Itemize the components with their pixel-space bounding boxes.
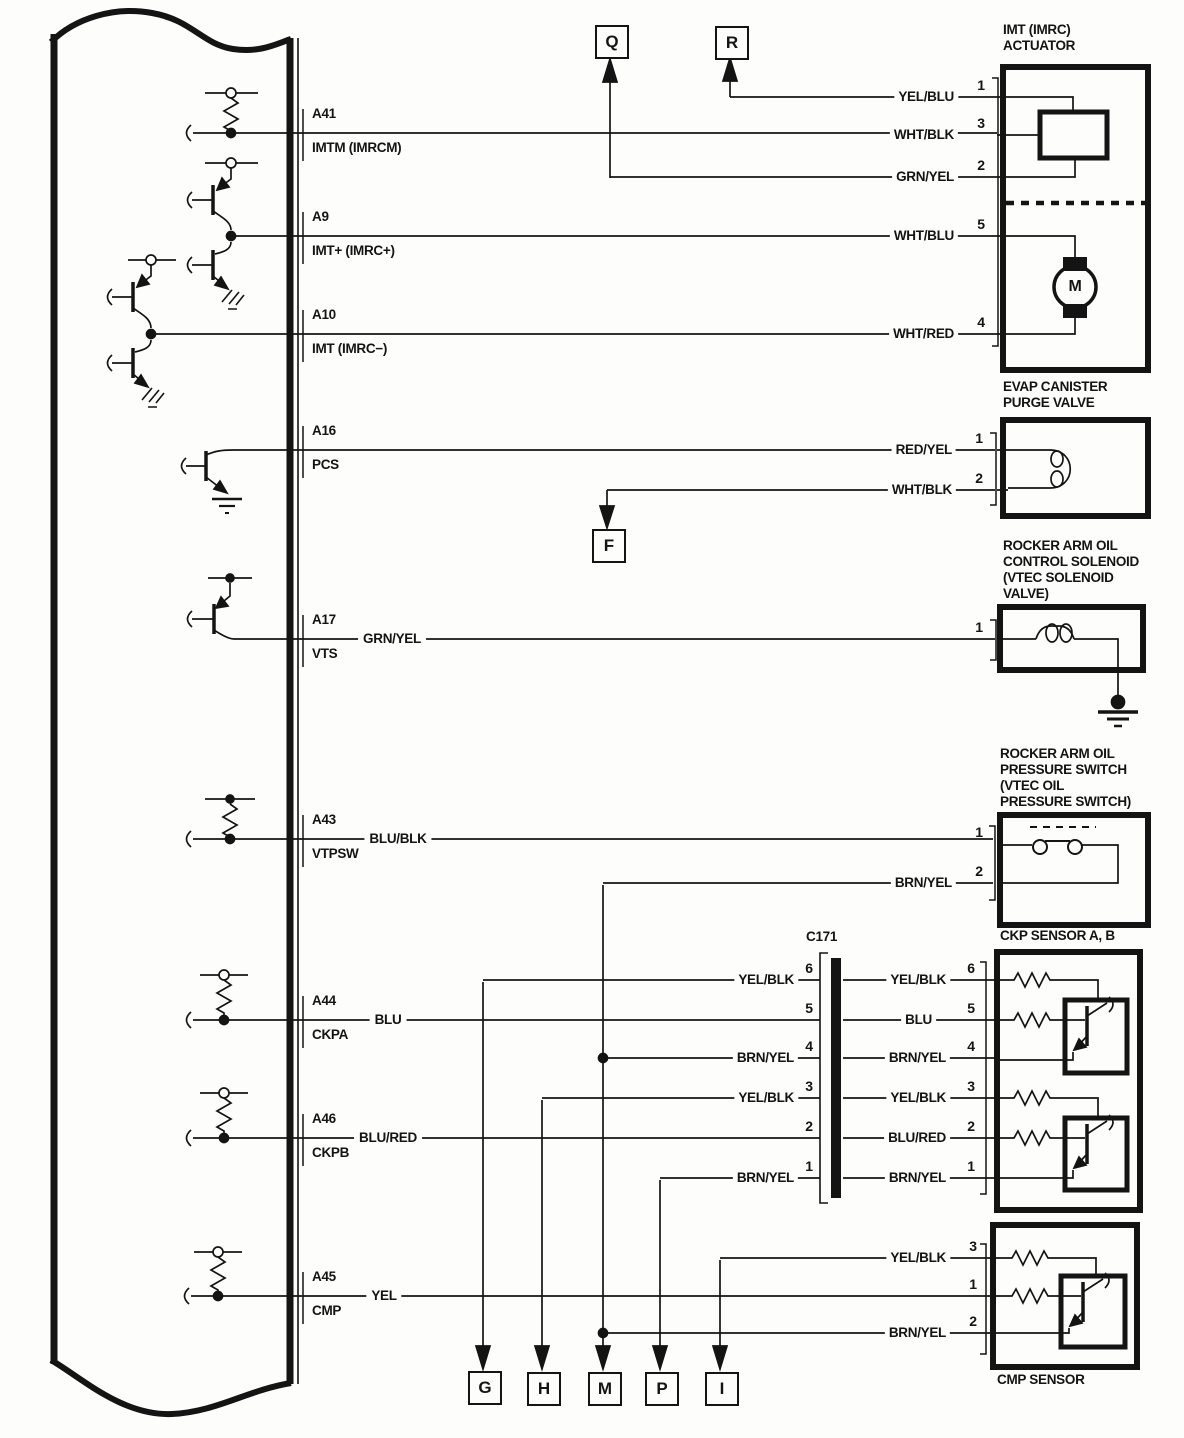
- label-ecm-pins-0-signal: IMTM (IMRCM): [312, 140, 402, 155]
- label-components-c171-pins-0: 6: [805, 960, 813, 976]
- label-components-cmp_sensor-title: CMP SENSOR: [997, 1372, 1085, 1387]
- label-components-vtec_solenoid-title-3: VALVE): [1003, 586, 1049, 601]
- label-components-c171-pins-1: 5: [805, 1000, 813, 1016]
- flow-ref-box-2: F: [592, 529, 626, 563]
- label-ecm-pins-6-pin: A44: [312, 993, 336, 1008]
- label-ecm-pins-8-signal: CMP: [312, 1303, 342, 1318]
- ckp-sensor-box: [997, 952, 1140, 1210]
- label-ecm-pins-5-pin: A43: [312, 812, 336, 827]
- label-wires-wht_blu: WHT/BLU: [890, 228, 958, 244]
- label-ecm-pins-3-signal: PCS: [312, 457, 339, 472]
- label-components-ckp_sensor-pins-2: 4: [967, 1038, 975, 1054]
- label-wires-blu: BLU: [370, 1012, 407, 1028]
- label-wires-blu: BLU: [901, 1012, 936, 1028]
- label-components-imt_actuator-title-1: ACTUATOR: [1003, 38, 1076, 53]
- label-components-vtec_pressure_switch-pins-0: 1: [975, 824, 983, 840]
- label-wires-yel_blk: YEL/BLK: [886, 972, 950, 988]
- label-wires-yel_blu: YEL/BLU: [894, 89, 958, 105]
- label-components-imt_actuator-pins-3: 5: [977, 216, 985, 232]
- label-wires-brn_yel: BRN/YEL: [885, 1325, 950, 1341]
- flow-ref-box-4: H: [527, 1372, 561, 1406]
- label-components-vtec_pressure_switch-pins-1: 2: [975, 863, 983, 879]
- label-components-vtec_solenoid-title-2: (VTEC SOLENOID: [1003, 570, 1114, 585]
- ecm-body: [51, 11, 298, 1414]
- flow-ref-box-6: P: [645, 1372, 679, 1406]
- flow-ref-box-0: Q: [595, 25, 629, 59]
- label-components-cmp_sensor-pins-1: 1: [969, 1276, 977, 1292]
- label-components-ckp_sensor-pins-5: 1: [967, 1158, 975, 1174]
- label-wires-wht_red: WHT/RED: [889, 326, 958, 342]
- label-ecm-pins-2-pin: A10: [312, 307, 336, 322]
- label-ecm-pins-2-signal: IMT (IMRC−): [312, 341, 388, 356]
- label-wires-yel: YEL: [366, 1288, 401, 1304]
- label-components-cmp_sensor-pins-2: 2: [969, 1313, 977, 1329]
- label-components-vtec_pressure_switch-title-1: PRESSURE SWITCH: [1000, 762, 1127, 777]
- label-components-cmp_sensor-pins-0: 3: [969, 1238, 977, 1254]
- label-components-ckp_sensor-pins-4: 2: [967, 1118, 975, 1134]
- label-wires-brn_yel: BRN/YEL: [733, 1170, 798, 1186]
- label-components-imt_actuator-pins-4: 4: [977, 314, 985, 330]
- label-ecm-pins-3-pin: A16: [312, 423, 336, 438]
- label-wires-yel_blk: YEL/BLK: [886, 1090, 950, 1106]
- imt-actuator-box: [997, 67, 1148, 370]
- label-ecm-pins-4-pin: A17: [312, 612, 336, 627]
- label-components-ckp_sensor-pins-0: 6: [967, 960, 975, 976]
- label-components-imt_actuator-motor: M: [1068, 278, 1082, 295]
- label-components-c171-pins-5: 1: [805, 1158, 813, 1174]
- label-wires-blu_blk: BLU/BLK: [364, 831, 431, 847]
- label-wires-blu_red: BLU/RED: [884, 1130, 950, 1146]
- label-components-ckp_sensor-title: CKP SENSOR A, B: [1000, 928, 1115, 943]
- flow-ref-stems: [476, 58, 737, 1369]
- label-ecm-pins-8-pin: A45: [312, 1269, 336, 1284]
- label-ecm-pins-7-pin: A46: [312, 1111, 336, 1126]
- label-ecm-pins-0-pin: A41: [312, 106, 336, 121]
- label-ecm-pins-1-signal: IMT+ (IMRC+): [312, 243, 395, 258]
- label-wires-red_yel: RED/YEL: [892, 442, 956, 458]
- label-wires-brn_yel: BRN/YEL: [733, 1050, 798, 1066]
- label-wires-wht_blk: WHT/BLK: [888, 482, 956, 498]
- label-components-evap_valve-title-1: PURGE VALVE: [1003, 395, 1095, 410]
- label-ecm-pins-5-signal: VTPSW: [312, 846, 359, 861]
- ecm-internal-a17-driver: [188, 574, 253, 639]
- label-wires-yel_blk: YEL/BLK: [734, 972, 798, 988]
- flow-ref-box-3: G: [468, 1371, 502, 1405]
- label-wires-wht_blk: WHT/BLK: [890, 127, 958, 143]
- label-wires-brn_yel: BRN/YEL: [891, 875, 956, 891]
- label-wires-grn_yel: GRN/YEL: [358, 631, 426, 647]
- label-components-imt_actuator-pins-2: 2: [977, 157, 985, 173]
- harness-wires: [151, 97, 997, 1333]
- label-components-imt_actuator-title-0: IMT (IMRC): [1003, 22, 1071, 37]
- label-components-evap_valve-pins-0: 1: [975, 430, 983, 446]
- label-wires-blu_red: BLU/RED: [354, 1130, 422, 1146]
- label-components-vtec_solenoid-title-1: CONTROL SOLENOID: [1003, 554, 1139, 569]
- label-components-ckp_sensor-pins-3: 3: [967, 1078, 975, 1094]
- vtec-solenoid-box: [997, 607, 1143, 726]
- label-wires-brn_yel: BRN/YEL: [885, 1050, 950, 1066]
- label-components-vtec_solenoid-pins-0: 1: [975, 619, 983, 635]
- label-components-c171-label: C171: [806, 929, 838, 944]
- label-components-vtec_pressure_switch-title-3: PRESSURE SWITCH): [1000, 794, 1131, 809]
- label-ecm-pins-4-signal: VTS: [312, 646, 338, 661]
- label-components-vtec_pressure_switch-title-0: ROCKER ARM OIL: [1000, 746, 1115, 761]
- label-ecm-pins-6-signal: CKPA: [312, 1027, 349, 1042]
- label-wires-yel_blk: YEL/BLK: [886, 1250, 950, 1266]
- label-components-vtec_pressure_switch-title-2: (VTEC OIL: [1000, 778, 1065, 793]
- label-wires-yel_blk: YEL/BLK: [734, 1090, 798, 1106]
- vtec-pressure-switch-box: [997, 815, 1148, 925]
- label-components-c171-pins-3: 3: [805, 1078, 813, 1094]
- label-ecm-pins-1-pin: A9: [312, 209, 329, 224]
- label-components-ckp_sensor-pins-1: 5: [967, 1000, 975, 1016]
- label-components-evap_valve-pins-1: 2: [975, 470, 983, 486]
- label-wires-brn_yel: BRN/YEL: [885, 1170, 950, 1186]
- label-components-vtec_solenoid-title-0: ROCKER ARM OIL: [1003, 538, 1118, 553]
- cmp-sensor-box: [993, 1225, 1137, 1367]
- flow-ref-box-5: M: [588, 1372, 622, 1406]
- evap-valve-box: [997, 420, 1148, 516]
- label-components-evap_valve-title-0: EVAP CANISTER: [1003, 379, 1108, 394]
- label-ecm-pins-7-signal: CKPB: [312, 1145, 350, 1160]
- label-components-c171-pins-4: 2: [805, 1118, 813, 1134]
- flow-ref-box-7: I: [705, 1372, 739, 1406]
- ecm-internal-a10-driver: [108, 255, 177, 407]
- label-components-imt_actuator-pins-0: 1: [977, 77, 985, 93]
- label-components-c171-pins-2: 4: [805, 1038, 813, 1054]
- ecm-internal-a16-driver: [182, 450, 243, 513]
- label-components-imt_actuator-pins-1: 3: [977, 115, 985, 131]
- flow-ref-box-1: R: [715, 26, 749, 60]
- ecm-internal-a9-driver: [188, 158, 259, 309]
- label-wires-grn_yel: GRN/YEL: [892, 169, 958, 185]
- c171-connector: [820, 953, 841, 1203]
